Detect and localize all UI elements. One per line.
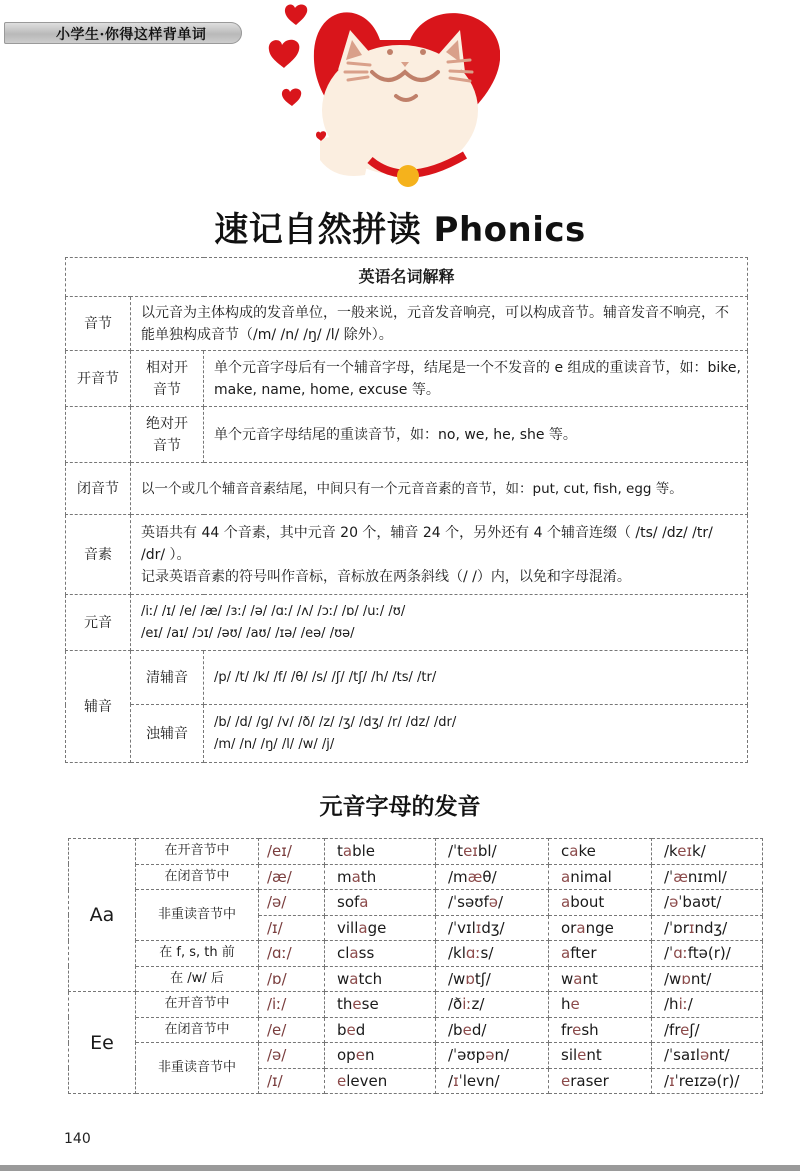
text-segment: fter xyxy=(570,944,597,963)
text-segment: leven xyxy=(346,1071,388,1090)
highlight-segment: e xyxy=(337,1071,347,1090)
highlight-segment: e xyxy=(570,995,580,1014)
example-word xyxy=(549,966,652,992)
text-segment: ˈreɪzə(r)/ xyxy=(674,1071,740,1090)
condition-label: 非重读音节中 xyxy=(136,1043,259,1094)
heart-small-icon xyxy=(282,88,301,106)
series-title: 小学生·你得这样背单词 xyxy=(56,27,207,43)
highlight-segment: a xyxy=(573,969,583,988)
term-definition: 单个元音字母结尾的重读音节，如：no, we, he, she 等。 xyxy=(204,407,748,463)
highlight-segment: ɑː xyxy=(673,944,688,963)
text-segment: k/ xyxy=(692,842,706,861)
highlight-segment: a xyxy=(576,918,586,937)
highlight-segment: e xyxy=(346,1020,356,1039)
highlight-segment: a xyxy=(359,893,369,912)
example-word xyxy=(549,941,652,967)
text-segment: or xyxy=(561,918,577,937)
vowel-list: /eɪ/ /aɪ/ /ɔɪ/ /əʊ/ /aʊ/ /ɪə/ /eə/ /ʊə/ xyxy=(141,625,355,641)
highlight-segment: ə xyxy=(488,893,499,912)
text-segment: / xyxy=(498,893,504,912)
highlight-segment: a xyxy=(561,867,571,886)
example-phonetic xyxy=(436,915,549,941)
vowel-letter: Aa xyxy=(69,839,136,992)
term-label: 音节 xyxy=(66,297,131,351)
text-segment: nge xyxy=(585,918,614,937)
text-segment: c xyxy=(561,842,570,861)
phoneme: /eɪ/ xyxy=(259,839,325,865)
example-word xyxy=(325,966,436,992)
example-phonetic xyxy=(436,992,549,1018)
phoneme: /ɪ/ xyxy=(259,1068,325,1094)
text-segment: m xyxy=(337,867,352,886)
text-segment: d/ xyxy=(471,1020,487,1039)
example-word xyxy=(549,1043,652,1069)
highlight-segment: a xyxy=(349,944,359,963)
highlight-segment: æ xyxy=(673,867,688,886)
text-segment: d xyxy=(355,1020,366,1039)
table-row xyxy=(66,705,748,763)
highlight-segment: ɪ xyxy=(475,918,482,937)
table-row xyxy=(66,351,748,407)
text-segment: vill xyxy=(337,918,359,937)
text-segment: se xyxy=(361,995,379,1014)
example-word xyxy=(549,839,652,865)
phoneme: /e/ xyxy=(259,1017,325,1043)
text-segment: ftə(r)/ xyxy=(687,944,731,963)
text-segment: cl xyxy=(337,944,350,963)
text-segment: raser xyxy=(570,1071,609,1090)
text-segment: θ/ xyxy=(482,867,497,886)
example-phonetic xyxy=(652,992,763,1018)
highlight-segment: a xyxy=(358,918,368,937)
text-segment: /ˈəʊp xyxy=(448,1046,486,1065)
text-segment: /ˈɒr xyxy=(664,918,689,937)
table-row xyxy=(69,1017,763,1043)
heart-small-icon xyxy=(269,40,300,68)
text-segment: op xyxy=(337,1046,356,1065)
text-segment: ʃ/ xyxy=(689,1020,700,1039)
highlight-segment: e xyxy=(572,1020,582,1039)
text-segment: /fr xyxy=(664,1020,681,1039)
text-segment: ge xyxy=(367,918,387,937)
phoneme: /ɒ/ xyxy=(259,966,325,992)
example-phonetic xyxy=(436,839,549,865)
highlight-segment: a xyxy=(561,944,571,963)
text-segment: nt/ xyxy=(709,1046,730,1065)
consonant-line: /m/ /n/ /ŋ/ /l/ /w/ /j/ xyxy=(214,736,335,752)
phoneme: /ɑː/ xyxy=(259,941,325,967)
text-segment: bl/ xyxy=(477,842,497,861)
bottom-rule xyxy=(0,1165,800,1171)
phoneme: /ə/ xyxy=(259,890,325,916)
text-segment: t xyxy=(337,842,343,861)
condition-label: 在开音节中 xyxy=(136,992,259,1018)
page-title: 速记自然拼读 Phonics xyxy=(214,210,586,250)
cat-heart-illustration xyxy=(260,0,500,200)
text-segment: th xyxy=(337,995,353,1014)
highlight-segment: a xyxy=(349,969,359,988)
highlight-segment: ɪ xyxy=(453,1071,459,1090)
definition-line: 记录英语音素的符号叫作音标，音标放在两条斜线（/ /）内，以免和字母混淆。 xyxy=(141,568,631,585)
example-phonetic xyxy=(652,839,763,865)
highlight-segment: ə xyxy=(699,1046,710,1065)
example-phonetic xyxy=(436,890,549,916)
example-word xyxy=(549,890,652,916)
example-word xyxy=(549,1017,652,1043)
highlight-segment: e xyxy=(577,1046,587,1065)
term-label-empty xyxy=(66,407,131,463)
phoneme: /æ/ xyxy=(259,864,325,890)
text-segment: th xyxy=(360,867,377,886)
highlight-segment: iː xyxy=(462,995,472,1014)
condition-label: 在 /w/ 后 xyxy=(136,966,259,992)
example-word xyxy=(325,915,436,941)
text-segment: /ˈ xyxy=(664,944,674,963)
term-sublabel xyxy=(131,351,204,407)
section-title: 元音字母的发音 xyxy=(319,794,481,820)
highlight-segment: a xyxy=(342,842,353,861)
bell-icon xyxy=(397,165,419,187)
example-word xyxy=(325,1043,436,1069)
term-label: 开音节 xyxy=(66,351,131,407)
highlight-segment: ə xyxy=(669,893,679,912)
highlight-segment: a xyxy=(351,867,361,886)
text-segment: dʒ/ xyxy=(481,918,505,937)
text-segment: nt xyxy=(582,969,598,988)
text-segment: /h xyxy=(664,995,679,1014)
example-phonetic xyxy=(652,1068,763,1094)
term-label: 元音 xyxy=(66,595,131,651)
condition-label: 在开音节中 xyxy=(136,839,259,865)
highlight-segment: eɪ xyxy=(463,842,478,861)
vowel-list: /iː/ /ɪ/ /e/ /æ/ /ɜː/ /ə/ /ɑː/ /ʌ/ /ɔː/ /ɒ/ /uː/ /ʊ/ xyxy=(141,603,406,619)
text-segment: /kl xyxy=(448,944,466,963)
example-word xyxy=(325,839,436,865)
highlight-segment: e xyxy=(355,1046,365,1065)
term-definition xyxy=(131,595,748,651)
term-definition: 以一个或几个辅音音素结尾，中间只有一个元音音素的音节，如：put, cut, fish, egg 等。 xyxy=(131,463,748,515)
example-phonetic xyxy=(652,890,763,916)
highlight-segment: eɪ xyxy=(677,842,693,861)
highlight-segment: ɪ xyxy=(688,918,695,937)
condition-label: 在 f, s, th 前 xyxy=(136,941,259,967)
highlight-segment: a xyxy=(569,842,579,861)
text-segment: ndʒ/ xyxy=(694,918,728,937)
consonant-list xyxy=(204,705,748,763)
example-word xyxy=(325,1068,436,1094)
example-phonetic xyxy=(652,1017,763,1043)
highlight-segment: ɪ xyxy=(669,1071,675,1090)
text-segment: sh xyxy=(581,1020,599,1039)
condition-label: 在闭音节中 xyxy=(136,1017,259,1043)
page-number: 140 xyxy=(64,1131,91,1147)
consonant-list: /p/ /t/ /k/ /f/ /θ/ /s/ /ʃ/ /tʃ/ /h/ /ts/ /tr/ xyxy=(204,651,748,705)
example-phonetic xyxy=(652,941,763,967)
series-header-band xyxy=(4,22,242,44)
text-segment: /ˈt xyxy=(448,842,464,861)
term-definition: 单个元音字母后有一个辅音字母，结尾是一个不发音的 e 组成的重读音节，如：bike, make, name, home, excuse 等。 xyxy=(204,351,748,407)
text-segment: ˈbaʊt/ xyxy=(678,893,722,912)
text-segment: tch xyxy=(358,969,383,988)
text-segment: ble xyxy=(352,842,376,861)
example-phonetic xyxy=(652,1043,763,1069)
example-word xyxy=(325,1017,436,1043)
text-segment: /w xyxy=(448,969,466,988)
table-row xyxy=(66,595,748,651)
example-word xyxy=(549,915,652,941)
text-segment: /ˈsaɪl xyxy=(664,1046,700,1065)
condition-label: 在闭音节中 xyxy=(136,864,259,890)
highlight-segment: e xyxy=(680,1020,690,1039)
highlight-segment: æ xyxy=(467,867,483,886)
vowel-letter-table xyxy=(68,838,763,1094)
example-word xyxy=(549,1068,652,1094)
example-word xyxy=(549,864,652,890)
text-segment: n xyxy=(364,1046,375,1065)
condition-label: 非重读音节中 xyxy=(136,890,259,941)
text-segment: z/ xyxy=(471,995,485,1014)
definition-line: 英语共有 44 个音素，其中元音 20 个，辅音 24 个，另外还有 4 个辅音连缀（ /ts/ /dz/ /tr/ /dr/ ）。 xyxy=(141,524,713,563)
text-segment: /ð xyxy=(448,995,463,1014)
table-row xyxy=(69,890,763,916)
heart-small-icon xyxy=(285,5,307,25)
highlight-segment: a xyxy=(561,893,571,912)
table-row xyxy=(66,515,748,595)
table-row xyxy=(66,651,748,705)
table-row xyxy=(69,864,763,890)
example-phonetic xyxy=(436,1043,549,1069)
table-row xyxy=(69,992,763,1018)
text-segment: nimal xyxy=(570,867,612,886)
example-phonetic xyxy=(436,864,549,890)
text-segment: bout xyxy=(570,893,605,912)
example-phonetic xyxy=(652,966,763,992)
highlight-segment: e xyxy=(561,1071,571,1090)
text-segment: sof xyxy=(337,893,360,912)
text-segment: nɪml/ xyxy=(687,867,727,886)
example-phonetic xyxy=(436,1017,549,1043)
example-phonetic xyxy=(652,864,763,890)
consonant-line: /b/ /d/ /g/ /v/ /ð/ /z/ /ʒ/ /dʒ/ /r/ /dz/ /dr/ xyxy=(214,714,457,730)
term-sublabel: 清辅音 xyxy=(131,651,204,705)
table-row xyxy=(69,966,763,992)
glossary-heading: 英语名词解释 xyxy=(66,258,748,297)
example-phonetic xyxy=(436,966,549,992)
text-segment: / xyxy=(664,1071,670,1090)
text-segment: ss xyxy=(358,944,375,963)
text-segment: s/ xyxy=(480,944,494,963)
table-row xyxy=(69,1043,763,1069)
text-segment: nt/ xyxy=(690,969,712,988)
highlight-segment: e xyxy=(352,995,362,1014)
term-label: 音素 xyxy=(66,515,131,595)
table-row xyxy=(69,941,763,967)
text-segment: /ˈvɪl xyxy=(448,918,476,937)
phoneme: /ɪ/ xyxy=(259,915,325,941)
text-segment: h xyxy=(561,995,571,1014)
sublabel-text: 相对开音节 xyxy=(146,359,188,398)
term-label: 辅音 xyxy=(66,651,131,763)
phoneme: /iː/ xyxy=(259,992,325,1018)
text-segment: /ˈsəʊf xyxy=(448,893,489,912)
example-word xyxy=(325,864,436,890)
text-segment: fr xyxy=(561,1020,573,1039)
text-segment: /k xyxy=(664,842,678,861)
text-segment: /b xyxy=(448,1020,463,1039)
term-label: 闭音节 xyxy=(66,463,131,515)
example-word xyxy=(325,992,436,1018)
term-sublabel xyxy=(131,407,204,463)
highlight-segment: ɒ xyxy=(465,969,475,988)
example-word xyxy=(325,890,436,916)
text-segment: / xyxy=(448,1071,454,1090)
highlight-segment: iː xyxy=(678,995,688,1014)
example-word xyxy=(325,941,436,967)
term-definition xyxy=(131,515,748,595)
highlight-segment: e xyxy=(462,1020,472,1039)
sublabel-text: 绝对开音节 xyxy=(146,415,188,454)
text-segment: n/ xyxy=(494,1046,509,1065)
text-segment: /m xyxy=(448,867,468,886)
text-segment: /ˈ xyxy=(664,867,674,886)
table-row xyxy=(69,839,763,865)
text-segment: w xyxy=(337,969,350,988)
highlight-segment: ɑː xyxy=(465,944,481,963)
text-segment: ˈlevn/ xyxy=(458,1071,500,1090)
highlight-segment: ə xyxy=(485,1046,495,1065)
table-row xyxy=(66,407,748,463)
text-segment: tʃ/ xyxy=(474,969,491,988)
table-row xyxy=(66,463,748,515)
term-sublabel: 浊辅音 xyxy=(131,705,204,763)
text-segment: / xyxy=(664,893,670,912)
example-phonetic xyxy=(436,941,549,967)
text-segment: w xyxy=(561,969,574,988)
highlight-segment: ɒ xyxy=(681,969,691,988)
text-segment: /w xyxy=(664,969,682,988)
example-word xyxy=(549,992,652,1018)
term-definition: 以元音为主体构成的发音单位，一般来说，元音发音响亮，可以构成音节。辅音发音不响亮，不能单独构成音节（/m/ /n/ /ŋ/ /l/ 除外）。 xyxy=(131,297,748,351)
text-segment: nt xyxy=(586,1046,602,1065)
text-segment: ke xyxy=(578,842,596,861)
table-row xyxy=(66,297,748,351)
example-phonetic xyxy=(436,1068,549,1094)
text-segment: b xyxy=(337,1020,347,1039)
text-segment: / xyxy=(687,995,693,1014)
vowel-letter: Ee xyxy=(69,992,136,1094)
phoneme: /ə/ xyxy=(259,1043,325,1069)
glossary-table xyxy=(65,257,748,763)
text-segment: sil xyxy=(561,1046,578,1065)
example-phonetic xyxy=(652,915,763,941)
